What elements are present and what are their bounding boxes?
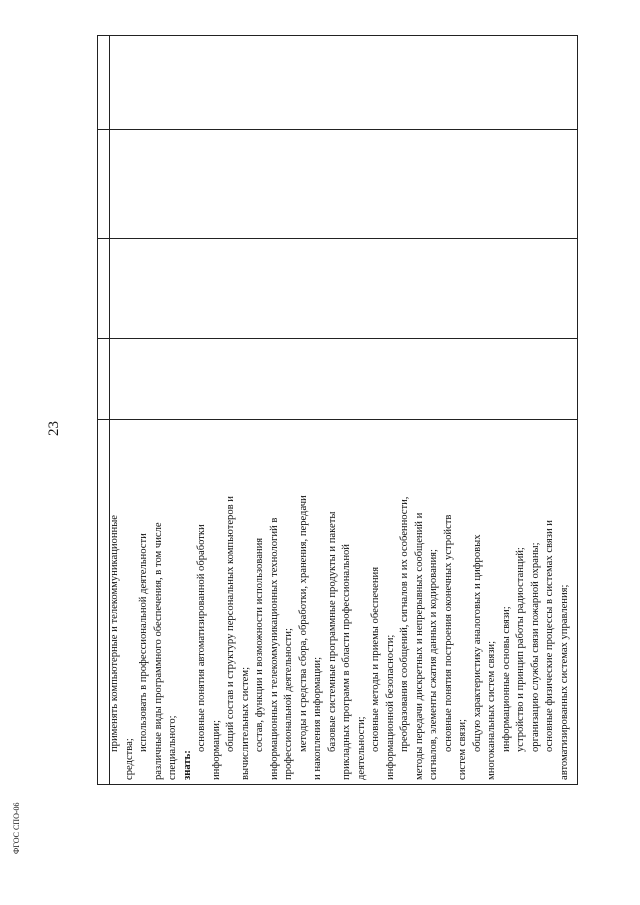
text-line: информационные основы связи; bbox=[500, 606, 512, 752]
text-line: базовые системные программные продукты и пакеты bbox=[326, 511, 338, 752]
text-line: основные физические процессы в системах связи и bbox=[544, 520, 555, 752]
text-line: профессиональной деятельности; bbox=[283, 628, 294, 780]
text-line: применять компьютерные и телекоммуникационные bbox=[109, 514, 120, 752]
text-line: различные виды программного обеспечения, в том числе bbox=[152, 522, 164, 780]
text-line: специального; bbox=[167, 715, 178, 780]
text-line: автоматизированных системах управления; bbox=[558, 584, 570, 780]
text-line: многоканальных систем связи; bbox=[486, 640, 497, 780]
text-line: устройство и принцип работы радиостанций; bbox=[515, 547, 526, 752]
text-line: вычислительных систем; bbox=[239, 666, 251, 780]
text-line: знать: bbox=[181, 750, 193, 780]
text-line: информационной безопасности; bbox=[384, 634, 396, 780]
text-line: общий состав и структуру персональных компьютеров и bbox=[225, 496, 236, 752]
column-divider bbox=[98, 129, 577, 130]
text-line: сигналов, элементы сжатия данных и кодирования; bbox=[428, 549, 439, 780]
text-line: прикладных программ в области профессиональной bbox=[341, 544, 352, 780]
text-line: методы и средства сбора, обработки, хранения, передачи bbox=[297, 495, 309, 752]
text-line: деятельности; bbox=[355, 716, 367, 780]
text-line: преобразования сообщений, сигналов и их особенности, bbox=[399, 496, 410, 752]
text-line: средства; bbox=[123, 738, 135, 780]
text-line: использовать в профессиональной деятельности bbox=[138, 533, 149, 752]
text-line: и накопления информации; bbox=[312, 656, 323, 780]
text-line: общую характеристику аналоговых и цифровых bbox=[471, 534, 483, 752]
column-divider bbox=[98, 238, 577, 239]
text-line: состав, функции и возможности использования bbox=[254, 537, 265, 752]
text-line: систем связи; bbox=[457, 719, 468, 780]
knowledge-skills-cell bbox=[108, 420, 578, 784]
text-line: основные понятия автоматизированной обработки bbox=[196, 524, 207, 752]
text-line: методы передачи дискретных и непрерывных сообщений и bbox=[413, 512, 425, 780]
text-line: организацию службы связи пожарной охраны; bbox=[529, 542, 541, 752]
text-line: информационных и телекоммуникационных технологий в bbox=[268, 517, 280, 780]
text-line: основные методы и приемы обеспечения bbox=[370, 566, 381, 752]
competency-table bbox=[97, 35, 578, 785]
text-line: информации; bbox=[210, 720, 222, 780]
text-line: основные понятия построения оконечных устройств bbox=[442, 514, 454, 752]
column-divider bbox=[98, 338, 577, 339]
footer-code: ФГОС СПО-06 bbox=[12, 802, 21, 854]
page-number: 23 bbox=[46, 421, 62, 436]
